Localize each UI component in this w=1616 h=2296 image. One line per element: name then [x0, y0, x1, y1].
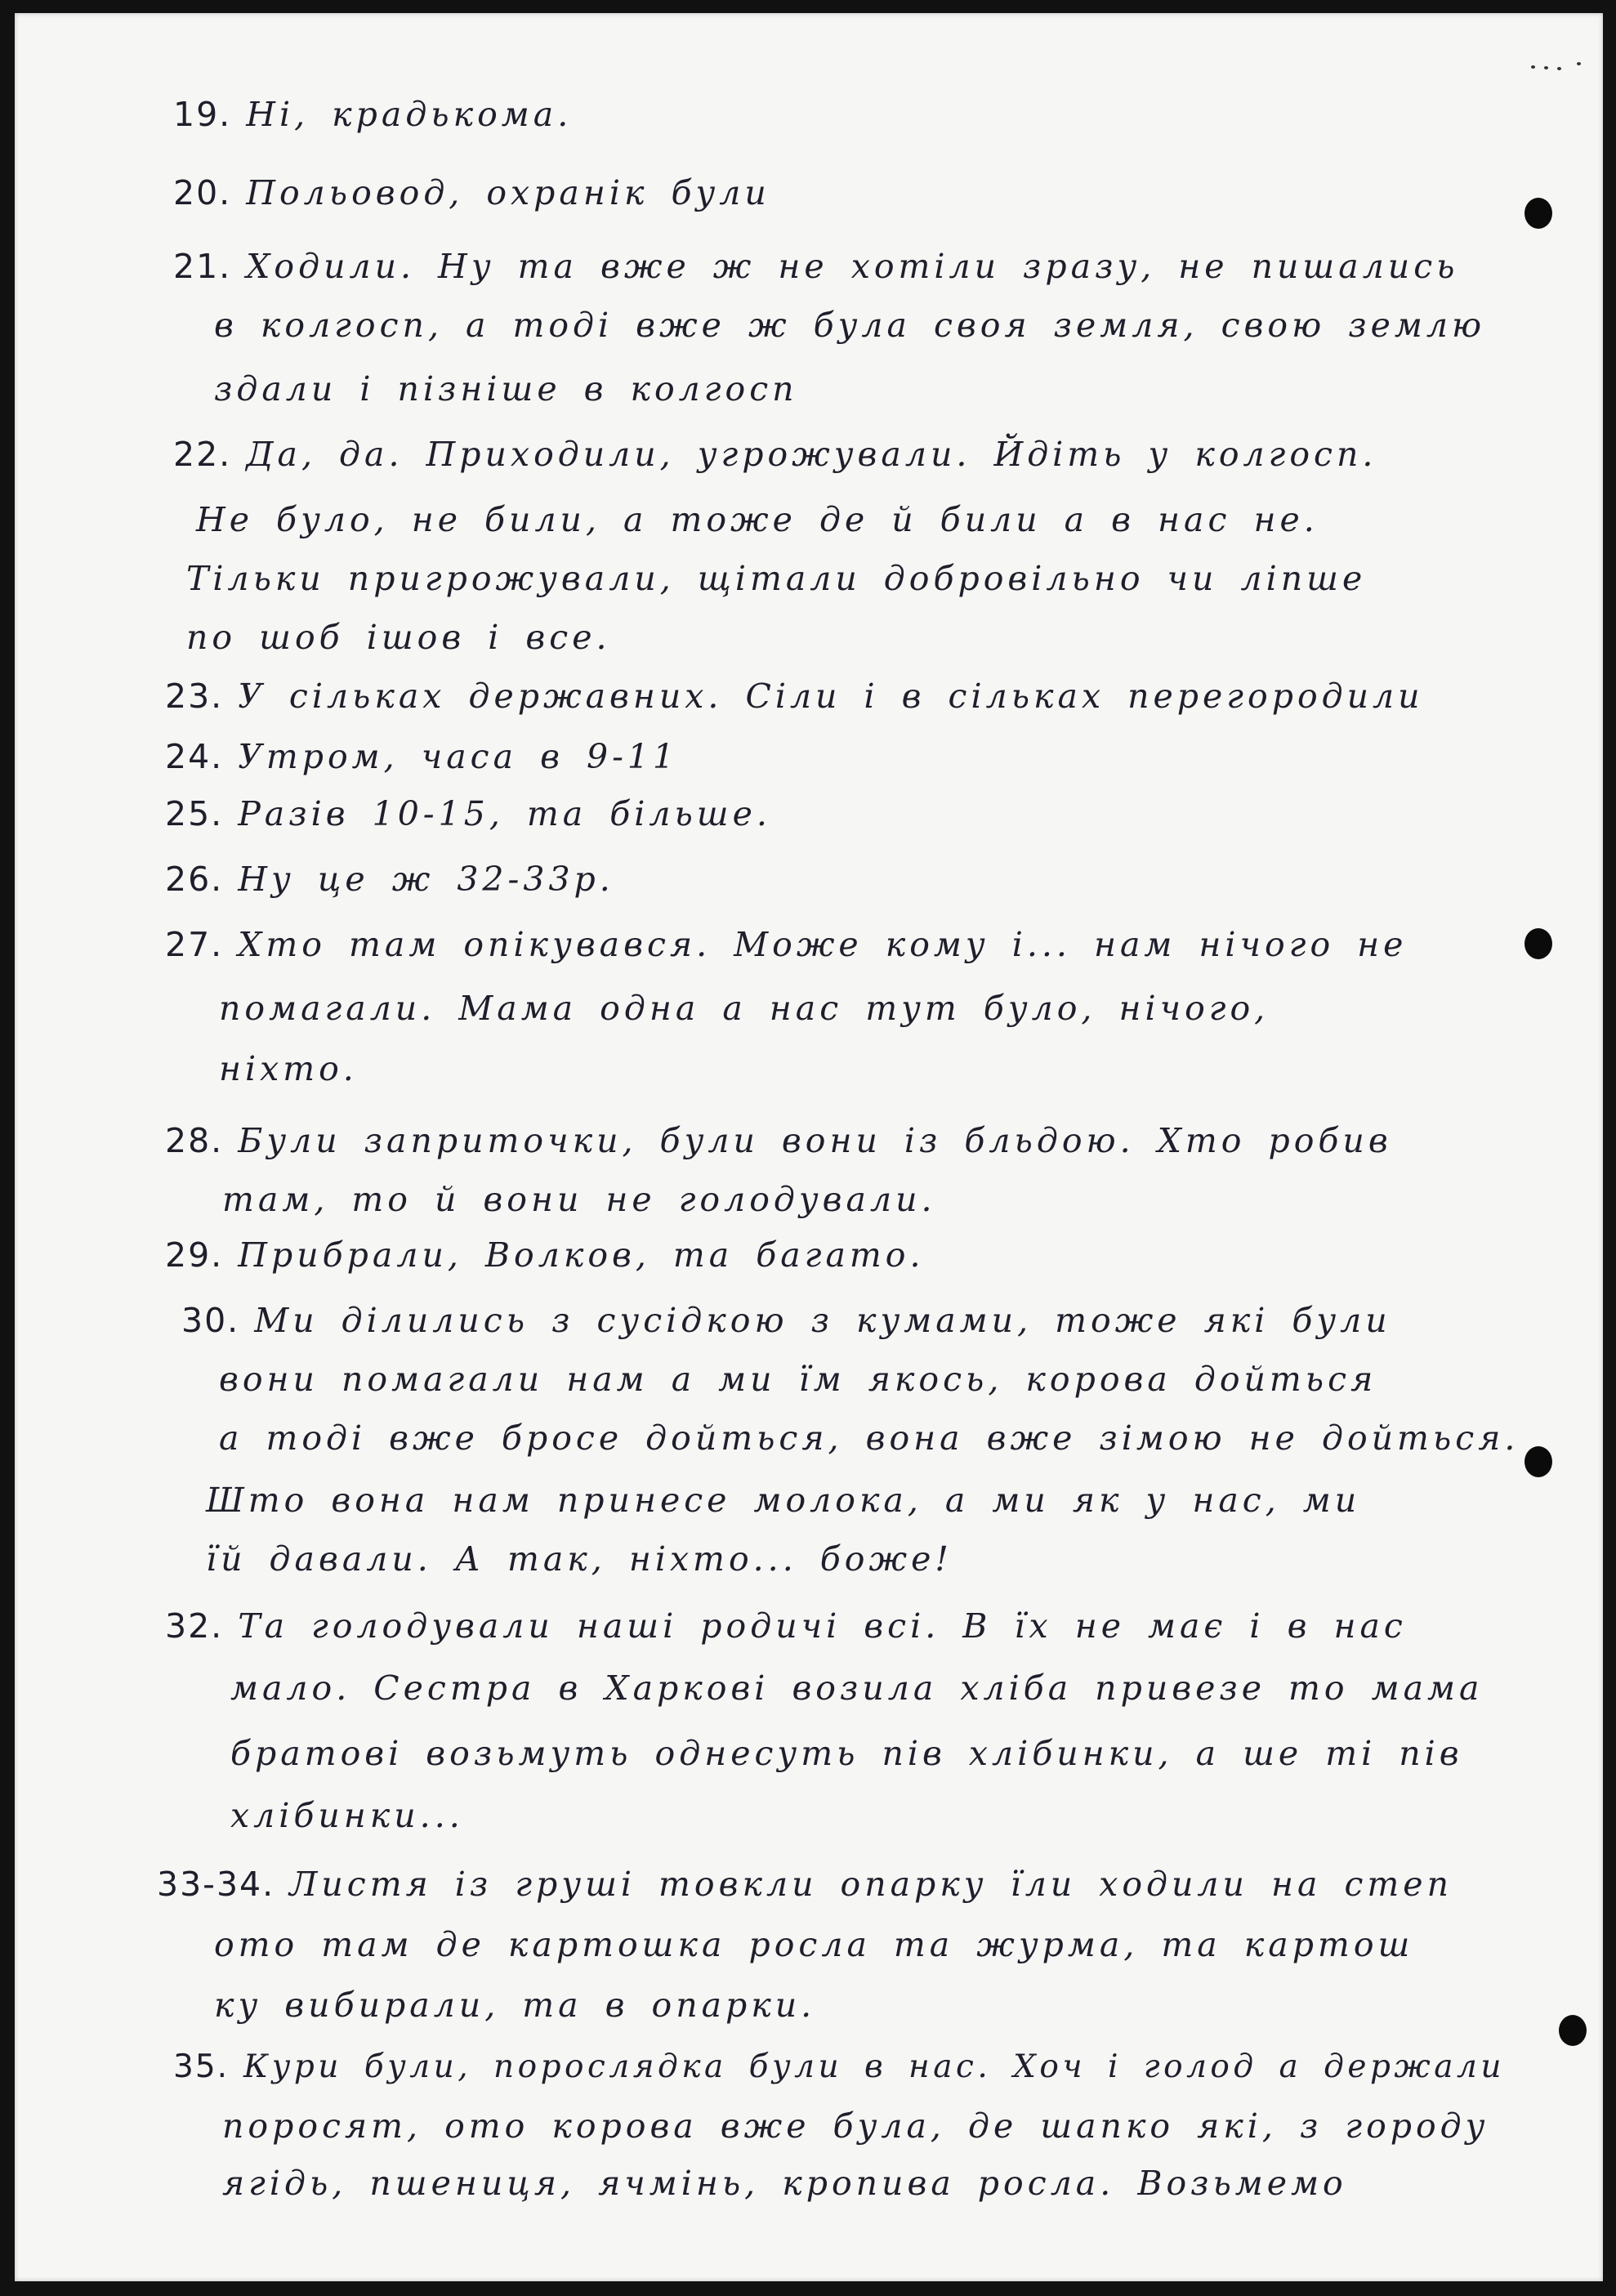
answer-text: а тоді вже бросе дойться, вона вже зімою не дойться. [219, 1418, 1520, 1458]
answer-text: поросят, ото корова вже була, де шапко які, з городу [222, 2106, 1489, 2146]
answer-line [219, 1418, 1520, 1458]
answer-text: помагали. Мама одна а нас тут було, нічого, [219, 989, 1270, 1028]
answer-line [165, 677, 1424, 716]
answer-line [165, 794, 771, 833]
answer-number: 20. [173, 173, 232, 212]
answer-text: Ну це ж 32-33р. [238, 860, 614, 899]
answer-line [219, 1049, 358, 1088]
answer-line [165, 925, 1408, 964]
answer-number: 32. [165, 1606, 224, 1646]
answer-number: 30. [181, 1301, 240, 1340]
answer-text: ніхто. [219, 1049, 358, 1088]
answer-text: Хто там опікувався. Може кому і... нам нічого не [238, 925, 1408, 964]
answer-line [222, 2164, 1347, 2203]
answer-number: 29. [165, 1235, 224, 1275]
answer-text: в колгосп, а тоді вже ж була своя земля, свою землю [214, 306, 1486, 345]
answer-line [230, 1668, 1484, 1708]
answer-text: Тільки пригрожували, щітали добровільно чи ліпше [186, 559, 1367, 598]
answer-text: Ні, крадькома. [246, 95, 573, 134]
answer-line [219, 1360, 1377, 1399]
answer-text: ото там де картошка росла та журма, та картош [214, 1925, 1414, 1964]
answer-text: хлібинки... [230, 1796, 464, 1835]
answer-text: Разів 10-15, та більше. [238, 794, 771, 833]
answer-line [222, 1180, 936, 1219]
answer-line [230, 1796, 464, 1835]
answer-text: Кури були, порослядка були в нас. Хоч і голод а держали [243, 2048, 1505, 2085]
answer-text: Ми ділились з сусідкою з кумами, тоже які були [254, 1301, 1391, 1340]
answer-text: Та голодували наші родичі всі. В їх не має і в нас [238, 1606, 1407, 1646]
answer-text: там, то й вони не голодували. [222, 1180, 936, 1219]
answer-text: вони помагали нам а ми їм якось, корова дойться [219, 1360, 1377, 1399]
answer-number: 25. [165, 794, 224, 833]
answer-line [165, 1121, 1392, 1160]
answer-number: 19. [173, 95, 232, 134]
answer-text: ку вибирали, та в опарки. [214, 1986, 816, 2025]
answer-text: ягідь, пшениця, ячмінь, кропива росла. Возьмемо [222, 2164, 1347, 2203]
answer-text: Польовод, охранік були [246, 173, 770, 212]
answer-line [196, 500, 1319, 539]
answer-number: 24. [165, 737, 224, 776]
answer-text: Прибрали, Волков, та багато. [238, 1235, 925, 1275]
answer-line [165, 1235, 925, 1275]
answer-number: 21. [173, 247, 232, 286]
corner-marks [1523, 60, 1596, 74]
answer-line [186, 559, 1367, 598]
answer-text: Што вона нам принесе молока, а ми як у нас, ми [206, 1481, 1361, 1520]
answer-line [181, 1301, 1391, 1340]
answer-line [206, 1481, 1361, 1520]
punch-hole-2 [1524, 928, 1552, 959]
answer-text: Листя із груші товкли опарку їли ходили на степ [289, 1865, 1453, 1904]
paper-sheet [15, 13, 1603, 2281]
answer-line [173, 173, 770, 212]
answer-text: Не було, не били, а тоже де й били а в нас не. [196, 500, 1319, 539]
answer-line [186, 618, 611, 657]
answer-line [173, 95, 573, 134]
answer-text: Утром, часа в 9-11 [238, 737, 679, 776]
answer-line [173, 435, 1377, 474]
answer-line [173, 247, 1459, 286]
punch-hole-4 [1559, 2015, 1587, 2046]
answer-line [214, 369, 798, 409]
answer-number: 33-34. [157, 1865, 275, 1904]
answer-line [214, 306, 1486, 345]
answer-line [206, 1539, 953, 1579]
answer-number: 22. [173, 435, 232, 474]
answer-line [165, 860, 614, 899]
answer-line [214, 1925, 1414, 1964]
punch-hole-1 [1524, 198, 1552, 229]
answer-text: по шоб ішов і все. [186, 618, 611, 657]
answer-text: У сільках державних. Сіли і в сільках перегородили [238, 677, 1424, 716]
answer-number: 26. [165, 860, 224, 899]
answer-line [214, 1986, 816, 2025]
answer-line [219, 989, 1270, 1028]
answer-line [165, 1606, 1407, 1646]
answer-line [222, 2106, 1489, 2146]
answer-text: братові возьмуть однесуть пів хлібинки, а ше ті пів [230, 1734, 1463, 1773]
answer-number: 28. [165, 1121, 224, 1160]
punch-hole-3 [1524, 1446, 1552, 1477]
answer-number: 35. [173, 2048, 230, 2085]
answer-line [230, 1734, 1463, 1773]
answer-text: Були заприточки, були вони із бльдою. Хто робив [238, 1121, 1392, 1160]
answer-line [173, 2048, 1505, 2085]
answer-text: здали і пізніше в колгосп [214, 369, 798, 409]
answer-text: мало. Сестра в Харкові возила хліба привезе то мама [230, 1668, 1484, 1708]
answer-text: їй давали. А так, ніхто... боже! [206, 1539, 953, 1579]
answer-text: Ходили. Ну та вже ж не хотіли зразу, не пишались [246, 247, 1459, 286]
answer-number: 27. [165, 925, 224, 964]
answer-text: Да, да. Приходили, угрожували. Йдіть у колгосп. [246, 435, 1377, 474]
answer-line [157, 1865, 1453, 1904]
answer-number: 23. [165, 677, 224, 716]
answer-line [165, 737, 679, 776]
